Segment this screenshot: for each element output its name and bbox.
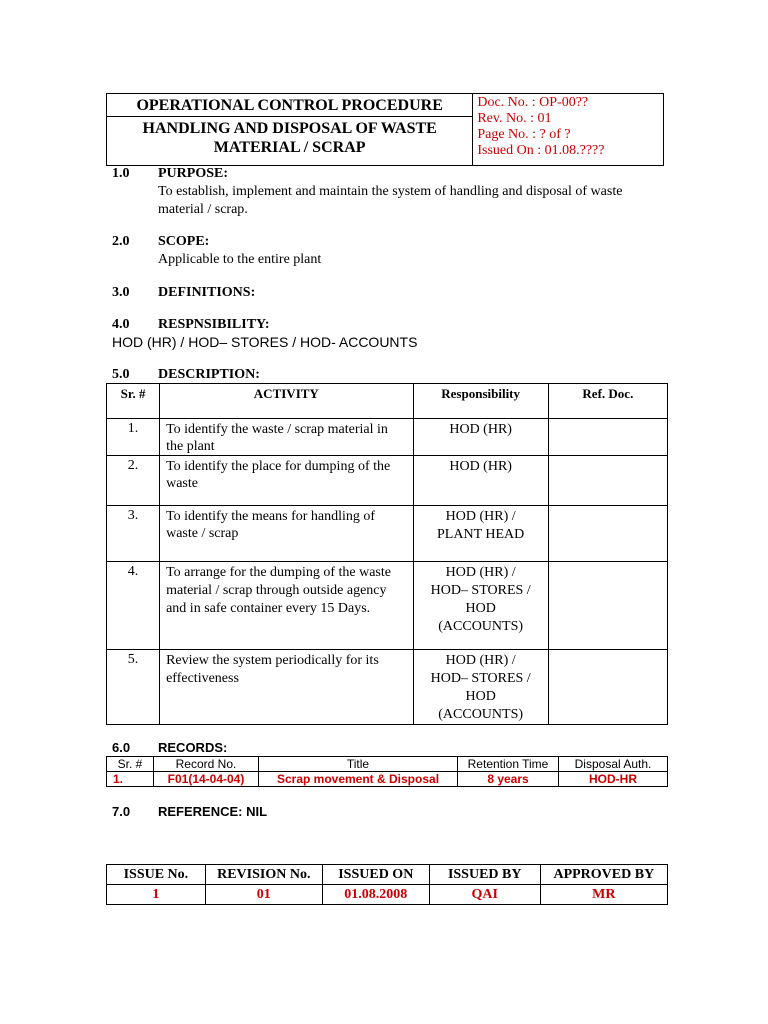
issue-table (106, 864, 668, 905)
purpose-heading: PURPOSE: (158, 166, 228, 181)
rec-col-record-no: Record No. (154, 757, 259, 772)
table-row (107, 456, 668, 506)
rec-col-disposal-auth: Disposal Auth. (559, 757, 668, 772)
row-ref-doc (548, 506, 667, 562)
issue-col-issued-by: ISSUED BY (429, 865, 540, 885)
issued-on: Issued On : 01.08.???? (477, 143, 605, 158)
table-row (107, 419, 668, 456)
row-sr: 2. (107, 456, 160, 506)
reference-number: 7.0 (112, 804, 131, 819)
scope-text: Applicable to the entire plant (158, 252, 322, 267)
rev-number: Rev. No. : 01 (477, 111, 552, 126)
issue-col-issued-on: ISSUED ON (322, 865, 429, 885)
revision-no-value: 01 (205, 885, 322, 905)
row-ref-doc (548, 419, 667, 456)
issue-col-issue-no: ISSUE No. (107, 865, 206, 885)
col-header-ref-doc: Ref. Doc. (548, 384, 667, 419)
reference-heading: REFERENCE: NIL (158, 804, 268, 819)
row-responsibility: HOD (HR) / HOD– STORES / HOD (ACCOUNTS) (413, 562, 548, 650)
issue-col-revision-no: REVISION No. (205, 865, 322, 885)
rec-record-no: F01(14-04-04) (154, 772, 259, 787)
issued-on-value: 01.08.2008 (322, 885, 429, 905)
row-sr: 5. (107, 650, 160, 725)
issue-no-value: 1 (107, 885, 206, 905)
definitions-number: 3.0 (112, 285, 130, 300)
table-row (107, 506, 668, 562)
row-activity: To identify the place for dumping of the waste (160, 456, 413, 506)
page-number: Page No. : ? of ? (477, 127, 571, 142)
row-activity: To identify the waste / scrap material in the plant (160, 419, 413, 456)
approved-by-value: MR (540, 885, 667, 905)
col-header-responsibility: Responsibility (413, 384, 548, 419)
description-table-header (107, 384, 668, 419)
issue-table-header (107, 865, 668, 885)
row-ref-doc (548, 456, 667, 506)
col-header-sr: Sr. # (107, 384, 160, 419)
doc-number: Doc. No. : OP-00?? (477, 95, 589, 110)
row-responsibility: HOD (HR) (413, 419, 548, 456)
row-responsibility: HOD (HR) / PLANT HEAD (413, 506, 548, 562)
rec-col-title: Title (259, 757, 458, 772)
table-row (107, 650, 668, 725)
procedure-title-line2: MATERIAL / SCRAP (213, 139, 366, 156)
responsibility-text: HOD (HR) / HOD– STORES / HOD- ACCOUNTS (112, 334, 418, 350)
row-sr: 3. (107, 506, 160, 562)
header-title-cell-2 (107, 117, 473, 166)
rec-title: Scrap movement & Disposal (259, 772, 458, 787)
purpose-number: 1.0 (112, 166, 130, 181)
document-header (106, 93, 664, 166)
description-table (106, 383, 668, 725)
row-activity: Review the system periodically for its effectiveness (160, 650, 413, 725)
table-row (107, 772, 668, 787)
rec-disposal-auth: HOD-HR (559, 772, 668, 787)
col-header-activity: ACTIVITY (160, 384, 413, 419)
doc-info-cell (473, 94, 664, 166)
row-responsibility: HOD (HR) / HOD– STORES / HOD (ACCOUNTS) (413, 650, 548, 725)
definitions-heading: DEFINITIONS: (158, 285, 256, 300)
records-number: 6.0 (112, 740, 131, 755)
description-number: 5.0 (112, 367, 130, 382)
records-heading: RECORDS: (158, 740, 228, 755)
responsibility-heading: RESPNSIBILITY: (158, 317, 270, 332)
rec-retention: 8 years (458, 772, 559, 787)
records-table-header (107, 757, 668, 772)
description-heading: DESCRIPTION: (158, 367, 260, 382)
row-sr: 4. (107, 562, 160, 650)
rec-sr: 1. (107, 772, 154, 787)
row-activity: To arrange for the dumping of the waste material / scrap through outside agency and in safe container every 15 Days. (160, 562, 413, 650)
table-row (107, 562, 668, 650)
procedure-type-title: OPERATIONAL CONTROL PROCEDURE (136, 97, 443, 114)
row-activity: To identify the means for handling of waste / scrap (160, 506, 413, 562)
row-ref-doc (548, 650, 667, 725)
table-row (107, 885, 668, 905)
issued-by-value: QAI (429, 885, 540, 905)
procedure-title-line1: HANDLING AND DISPOSAL OF WASTE (142, 120, 437, 137)
header-title-cell-1 (107, 94, 473, 117)
row-ref-doc (548, 562, 667, 650)
records-table (106, 756, 668, 787)
responsibility-number: 4.0 (112, 317, 130, 332)
rec-col-sr: Sr. # (107, 757, 154, 772)
scope-heading: SCOPE: (158, 234, 210, 249)
rec-col-retention: Retention Time (458, 757, 559, 772)
purpose-text: To establish, implement and maintain the system of handling and disposal of waste material / scrap. (158, 184, 623, 217)
row-sr: 1. (107, 419, 160, 456)
scope-number: 2.0 (112, 234, 130, 249)
issue-col-approved-by: APPROVED BY (540, 865, 667, 885)
row-responsibility: HOD (HR) (413, 456, 548, 506)
